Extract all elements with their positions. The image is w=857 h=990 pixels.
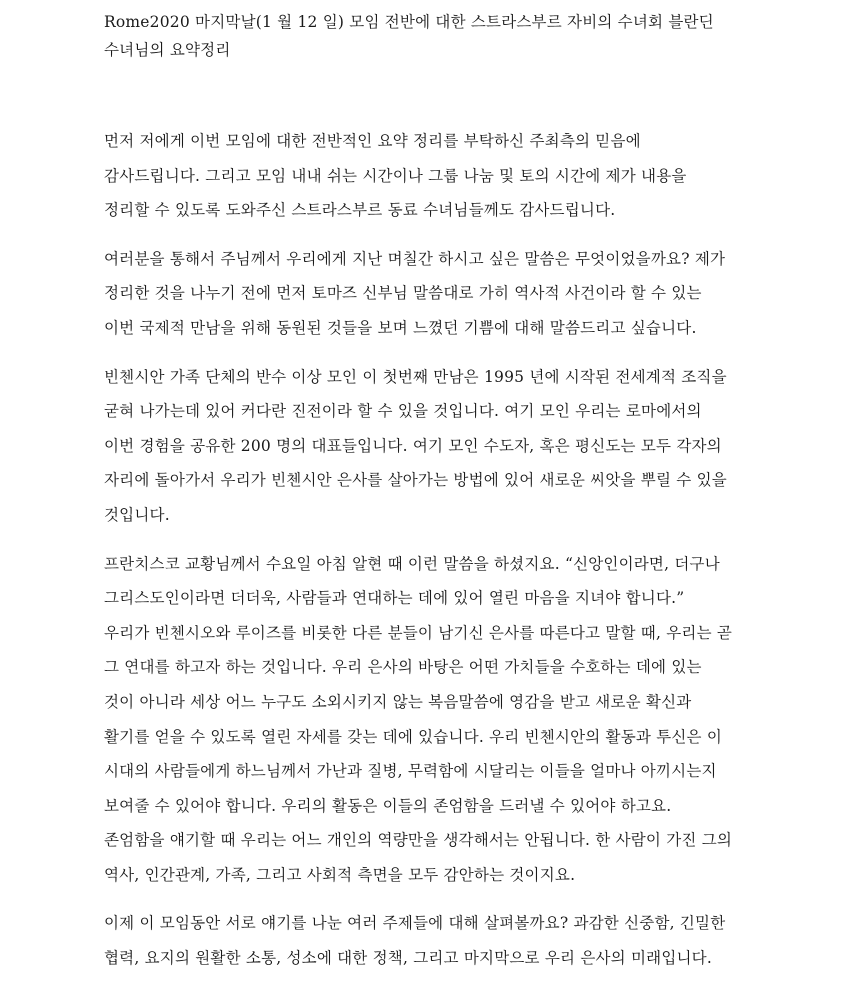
text-line: 굳혀 나가는데 있어 커다란 진전이라 할 수 있을 것입니다. 여기 모인 우리는 로마에서의: [104, 402, 702, 421]
title-line: 수녀님의 요약정리: [104, 41, 231, 59]
text-line: 그 연대를 하고자 하는 것입니다. 우리 은사의 바탕은 어떤 가치들을 수호하는 데에 있는: [104, 658, 702, 677]
paragraph-acknowledgement: [104, 124, 824, 228]
text-line: 협력, 요지의 원활한 소통, 성소에 대한 정책, 그리고 마지막으로 우리 은사의 미래입니다.: [104, 949, 712, 968]
text-line: 빈첸시안 가족 단체의 반수 이상 모인 이 첫번째 만남은 1995 년에 시작된 전세계적 조직을: [104, 367, 727, 386]
paragraph-topics: [104, 906, 824, 975]
text-line: 정리할 수 있도록 도와주신 스트라스부르 동료 수녀님들께도 감사드립니다.: [104, 201, 616, 220]
text-line: 것입니다.: [104, 505, 170, 524]
text-line: 시대의 사람들에게 하느님께서 가난과 질병, 무력함에 시달리는 이들을 얼마나 아끼시는지: [104, 762, 717, 781]
title-line: Rome2020 마지막날(1 월 12 일) 모임 전반에 대한 스트라스부르 자비의 수녀회 블란딘: [104, 13, 714, 31]
text-line: 것이 아니라 세상 어느 누구도 소외시키지 않는 복음말씀에 영감을 받고 새로운 확신과: [104, 692, 692, 711]
text-line: 이제 이 모임동안 서로 얘기를 나눈 여러 주제들에 대해 살펴볼까요? 과감한 신중함, 긴밀한: [104, 914, 726, 933]
text-line: 이번 국제적 만남을 위해 동원된 것들을 보며 느꼈던 기쁨에 대해 말씀드리고 싶습니다.: [104, 318, 697, 337]
text-line: 먼저 저에게 이번 모임에 대한 전반적인 요약 정리를 부탁하신 주최측의 믿음에: [104, 132, 641, 150]
text-line: 보여줄 수 있어야 합니다. 우리의 활동은 이들의 존엄함을 드러낼 수 있어야 하고요.: [104, 796, 672, 815]
text-line: 정리한 것을 나누기 전에 먼저 토마즈 신부님 말씀대로 가히 역사적 사건이라 할 수 있는: [104, 284, 702, 303]
text-line: 활기를 얻을 수 있도록 열린 자세를 갖는 데에 있습니다. 우리 빈첸시안의 활동과 투신은 이: [104, 727, 723, 746]
text-line: 우리가 빈첸시오와 루이즈를 비롯한 다른 분들이 남기신 은사를 따른다고 말할 때, 우리는 곧: [104, 623, 733, 642]
document-title: [104, 8, 824, 64]
text-line: 프란치스코 교황님께서 수요일 아침 알현 때 이런 말씀을 하셨지요. “신앙인이라면, 더구나: [104, 554, 720, 573]
text-line: 여러분을 통해서 주님께서 우리에게 지난 며칠간 하시고 싶은 말씀은 무엇이었을까요? 제가: [104, 249, 726, 268]
text-line: 그리스도인이라면 더더욱, 사람들과 연대하는 데에 있어 열린 마음을 지녀야 합니다.”: [104, 589, 685, 608]
paragraph-pope-francis: [104, 547, 824, 893]
text-line: 존엄함을 얘기할 때 우리는 어느 개인의 역량만을 생각해서는 안됩니다. 한 사람이 가진 그의: [104, 831, 733, 850]
paragraph-introduction: [104, 242, 824, 346]
text-line: 역사, 인간관계, 가족, 그리고 사회적 측면을 모두 감안하는 것이지요.: [104, 865, 576, 884]
text-line: 이번 경험을 공유한 200 명의 대표들입니다. 여기 모인 수도자, 혹은 평신도는 모두 각자의: [104, 436, 722, 455]
document-body: [104, 124, 824, 990]
text-line: 감사드립니다. 그리고 모임 내내 쉬는 시간이나 그룹 나눔 및 토의 시간에 제가 내용을: [104, 166, 687, 185]
text-line: 자리에 돌아가서 우리가 빈첸시안 은사를 살아가는 방법에 있어 새로운 씨앗을 뿌릴 수 있을: [104, 471, 727, 490]
paragraph-first-meeting: [104, 360, 824, 533]
